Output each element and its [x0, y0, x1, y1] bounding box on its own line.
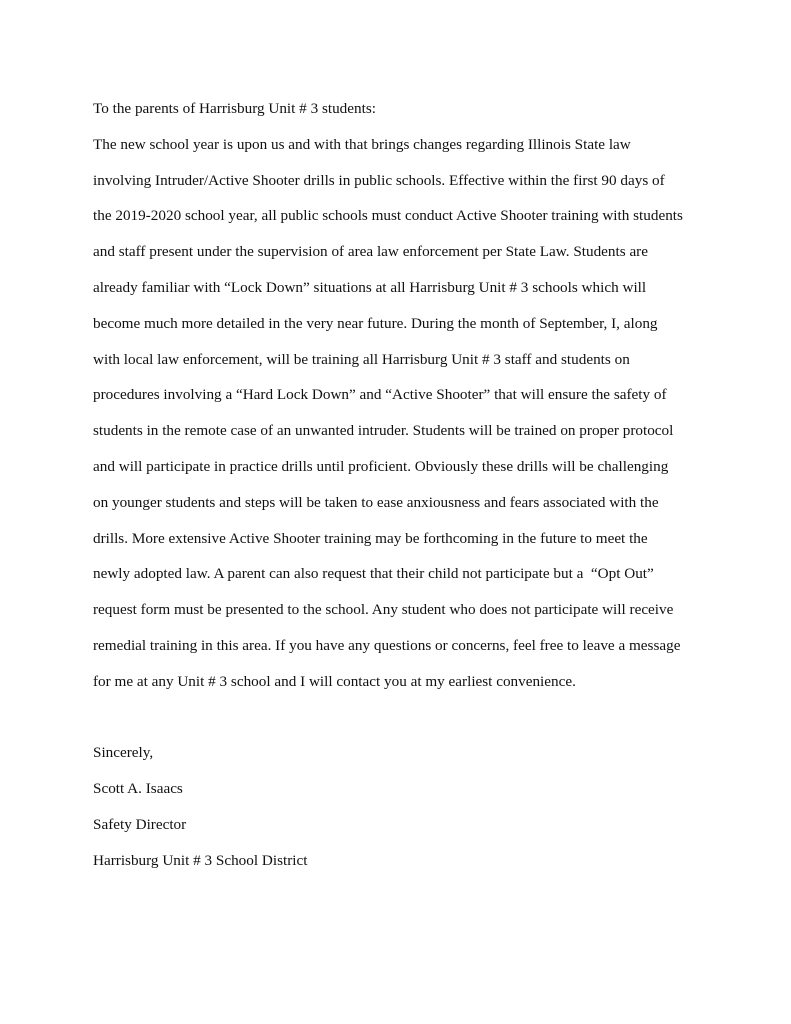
body-line: involving Intruder/Active Shooter drills in public schools. Effective within the first 90 days of: [93, 171, 665, 189]
body-line: for me at any Unit # 3 school and I will contact you at my earliest convenience.: [93, 672, 576, 690]
body-line: and will participate in practice drills until proficient. Obviously these drills will be challenging: [93, 457, 669, 475]
body-line: with local law enforcement, will be training all Harrisburg Unit # 3 staff and students on: [93, 350, 630, 368]
body-line: remedial training in this area. If you have any questions or concerns, feel free to leave a message: [93, 636, 681, 654]
signer-name: Scott A. Isaacs: [93, 780, 183, 798]
body-line: on younger students and steps will be taken to ease anxiousness and fears associated with the: [93, 493, 659, 511]
letter-body: [93, 127, 713, 700]
body-line: The new school year is upon us and with that brings changes regarding Illinois State law: [93, 135, 631, 153]
salutation: To the parents of Harrisburg Unit # 3 students:: [93, 100, 376, 117]
paragraph-gap: [93, 700, 713, 736]
body-line: request form must be presented to the school. Any student who does not participate will receive: [93, 601, 674, 619]
letter: [93, 91, 713, 879]
body-line: the 2019-2020 school year, all public schools must conduct Active Shooter training with students: [93, 207, 683, 225]
signature-block: [93, 735, 713, 878]
signer-title: Safety Director: [93, 815, 187, 833]
body-line: students in the remote case of an unwanted intruder. Students will be trained on proper protocol: [93, 422, 674, 440]
body-line: and staff present under the supervision of area law enforcement per State Law. Students are: [93, 243, 648, 261]
body-line: procedures involving a “Hard Lock Down” and “Active Shooter” that will ensure the safety of: [93, 386, 667, 404]
body-line: newly adopted law. A parent can also request that their child not participate but a “Opt Out”: [93, 565, 654, 583]
body-line: already familiar with “Lock Down” situations at all Harrisburg Unit # 3 schools which will: [93, 278, 647, 296]
closing: Sincerely,: [93, 744, 154, 762]
signer-organization: Harrisburg Unit # 3 School District: [93, 851, 308, 869]
body-line: drills. More extensive Active Shooter training may be forthcoming in the future to meet the: [93, 529, 648, 547]
body-line: become much more detailed in the very near future. During the month of September, I, along: [93, 314, 658, 332]
